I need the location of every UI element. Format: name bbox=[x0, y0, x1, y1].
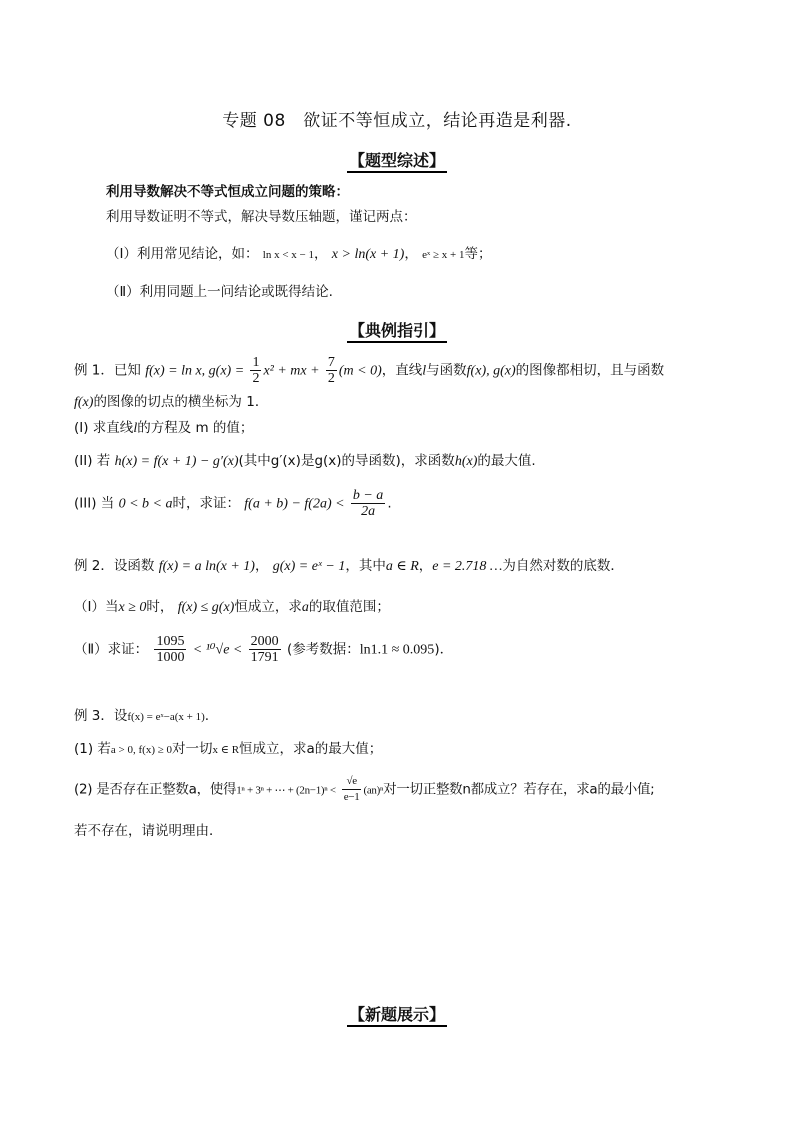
ex3-q1-cond: a > 0, f(x) ≥ 0 bbox=[110, 744, 173, 756]
ex2-q1-end: 的取值范围； bbox=[308, 599, 390, 615]
ex2-q2-fraction-2 bbox=[249, 634, 281, 665]
ex1-half-den: 2 bbox=[252, 371, 260, 386]
ex2-mid: ，其中 bbox=[345, 558, 386, 574]
point1-formula-1: ln x < x − 1 bbox=[262, 249, 314, 261]
example-3-question-1 bbox=[74, 740, 382, 759]
point1-prefix: （Ⅰ）利用常见结论，如： bbox=[106, 246, 259, 262]
ex3-q2-num: √e bbox=[342, 774, 362, 790]
ex3-q2-sum: 1ⁿ + 3ⁿ + ⋯ + (2n−1)ⁿ < bbox=[236, 784, 336, 797]
ex2-sep: ， bbox=[254, 558, 269, 574]
ex2-q1-ineq: f(x) ≤ g(x) bbox=[177, 600, 235, 615]
ex1-half-fraction bbox=[250, 355, 261, 386]
example-2-question-1 bbox=[74, 598, 390, 617]
ex1-q3-prefix: (III) 当 bbox=[74, 495, 115, 512]
ex3-q2-fraction bbox=[342, 774, 362, 805]
ex1-q3-den: 2a bbox=[361, 504, 376, 519]
ex1-g-mid: x² + mx + bbox=[263, 363, 320, 379]
section-heading-overview bbox=[0, 148, 794, 171]
ex2-f: f(x) = a ln(x + 1) bbox=[158, 559, 255, 574]
ex2-g: g(x) = eˣ − 1 bbox=[272, 559, 346, 574]
ex1-text-2: 与函数 bbox=[426, 362, 467, 379]
ex1-text-3: 的图像都相切，且与函数 bbox=[515, 362, 665, 379]
point1-sep-2: ， bbox=[404, 246, 418, 262]
ex3-q1-x: x ∈ R bbox=[212, 744, 240, 756]
ex2-q2-num-2: 2000 bbox=[250, 634, 279, 649]
point1-sep-1: ， bbox=[314, 246, 328, 262]
ex1-half-num: 1 bbox=[252, 355, 260, 370]
example-3-question-2-line2: 若不存在，请说明理由． bbox=[74, 823, 223, 839]
ex2-q2-ln: ln1.1 ≈ 0.095 bbox=[359, 642, 435, 658]
ex1-q3-end: . bbox=[387, 495, 392, 512]
ex3-label: 例 3．设 bbox=[74, 708, 128, 724]
ex3-f: f(x) = eˣ−a(x + 1) bbox=[127, 711, 205, 723]
ex2-q2-root: < ¹⁰√e < bbox=[192, 642, 243, 658]
ex3-end: . bbox=[204, 708, 210, 724]
ex1-seven-den: 2 bbox=[327, 371, 335, 386]
ex2-q2-num-1: 1095 bbox=[156, 634, 185, 649]
ex2-q2-end: )． bbox=[434, 641, 454, 658]
ex1-q2-h: h(x) = f(x + 1) − g′(x) bbox=[114, 454, 239, 469]
point1-suffix: 等； bbox=[464, 246, 492, 262]
ex1-seven-fraction bbox=[326, 355, 337, 386]
strategy-intro: 利用导数证明不等式，解决导数压轴题，谨记两点： bbox=[106, 209, 417, 225]
ex1-cond: (m < 0) bbox=[338, 363, 382, 379]
ex2-e: e = 2.718 … bbox=[432, 559, 503, 574]
ex3-q1-rest: 恒成立，求a的最大值； bbox=[239, 741, 383, 757]
ex2-q2-den-1: 1000 bbox=[156, 650, 185, 665]
example-1-question-3 bbox=[74, 488, 392, 519]
ex2-q2-den-2: 1791 bbox=[250, 650, 279, 665]
ex2-q1-mid: 时， bbox=[146, 599, 174, 615]
strategy-point-1 bbox=[106, 245, 491, 264]
ex1-q1-rest: 的方程及 m 的值； bbox=[137, 420, 254, 436]
ex2-q2-ref: (参考数据： bbox=[286, 641, 360, 658]
ex1-q3-num: b − a bbox=[352, 488, 384, 503]
section-new-label: 【新题展示】 bbox=[347, 1005, 447, 1027]
ex1-q2-prefix: (II) 若 bbox=[74, 453, 111, 469]
example-1-stem bbox=[74, 355, 664, 386]
example-1-stem-line2 bbox=[74, 393, 268, 412]
ex1-q3-cond: 0 < b < a bbox=[118, 496, 173, 512]
ex2-q2-fraction-1 bbox=[154, 634, 186, 665]
example-1-question-2 bbox=[74, 452, 536, 471]
ex1-q2-mid: (其中g′(x)是g(x)的导函数)，求函数 bbox=[238, 453, 455, 469]
ex1-label: 例 1．已知 bbox=[74, 362, 141, 379]
example-1-question-1 bbox=[74, 419, 253, 438]
ex1-fg: f(x), g(x) bbox=[466, 363, 516, 379]
ex2-q1-rest: 恒成立，求 bbox=[234, 599, 302, 615]
ex3-q2-rest: 对一切正整数n都成立？若存在，求a的最小值; bbox=[383, 781, 655, 798]
ex1-l: l bbox=[422, 363, 427, 379]
ex1-q3-mid: 时，求证： bbox=[172, 495, 240, 512]
ex3-q2-prefix: (2) 是否存在正整数a，使得 bbox=[74, 781, 237, 798]
example-2-stem bbox=[74, 557, 624, 576]
strategy-point-2: （Ⅱ）利用同题上一问结论或既得结论. bbox=[106, 284, 333, 300]
ex1-f-def: f(x) = ln x, g(x) = bbox=[145, 363, 245, 379]
example-3-question-2 bbox=[74, 774, 654, 805]
example-2-question-2 bbox=[74, 634, 453, 665]
ex3-q1-mid: 对一切 bbox=[172, 741, 213, 757]
ex3-q2-an: (an)ⁿ bbox=[363, 784, 384, 797]
ex1-q3-fraction bbox=[351, 488, 385, 519]
ex2-rest: 为自然对数的底数． bbox=[502, 558, 624, 574]
ex2-q1-a: a bbox=[301, 600, 309, 615]
point1-formula-3: eˣ ≥ x + 1 bbox=[422, 249, 465, 261]
ex2-q1-prefix: （Ⅰ）当 bbox=[74, 599, 119, 615]
ex1-q1-l: l bbox=[133, 421, 138, 436]
strategy-heading: 利用导数解决不等式恒成立问题的策略： bbox=[106, 184, 349, 200]
ex2-q1-cond: x ≥ 0 bbox=[118, 600, 147, 615]
ex2-q2-prefix: （Ⅱ）求证： bbox=[74, 641, 149, 658]
ex3-q2-den: e−1 bbox=[343, 791, 360, 803]
ex1-q2-hx: h(x) bbox=[454, 454, 478, 469]
ex1-q1-prefix: (I) 求直线 bbox=[74, 420, 134, 436]
ex2-sep2: ， bbox=[418, 558, 433, 574]
section-heading-new bbox=[0, 1002, 794, 1025]
example-3-stem bbox=[74, 707, 209, 726]
page-title: 专题 08 欲证不等恒成立，结论再造是利器. bbox=[222, 111, 572, 131]
section-heading-examples bbox=[0, 318, 794, 341]
ex1-text-1: ，直线 bbox=[381, 362, 423, 379]
ex3-q1-prefix: (1) 若 bbox=[74, 741, 111, 757]
point1-formula-2: x > ln(x + 1) bbox=[331, 247, 405, 262]
section-examples-label: 【典例指引】 bbox=[347, 321, 447, 343]
ex1-q2-rest: 的最大值. bbox=[477, 453, 536, 469]
ex2-label: 例 2．设函数 bbox=[74, 558, 155, 574]
ex2-cond: a ∈ R bbox=[385, 559, 419, 574]
ex1-q3-ineq: f(a + b) − f(2a) < bbox=[244, 496, 345, 512]
ex1-line2-f: f(x) bbox=[74, 395, 94, 410]
ex1-seven-num: 7 bbox=[327, 355, 335, 370]
section-overview-label: 【题型综述】 bbox=[347, 151, 447, 173]
ex1-line2-text: 的图像的切点的横坐标为 1． bbox=[93, 394, 269, 410]
